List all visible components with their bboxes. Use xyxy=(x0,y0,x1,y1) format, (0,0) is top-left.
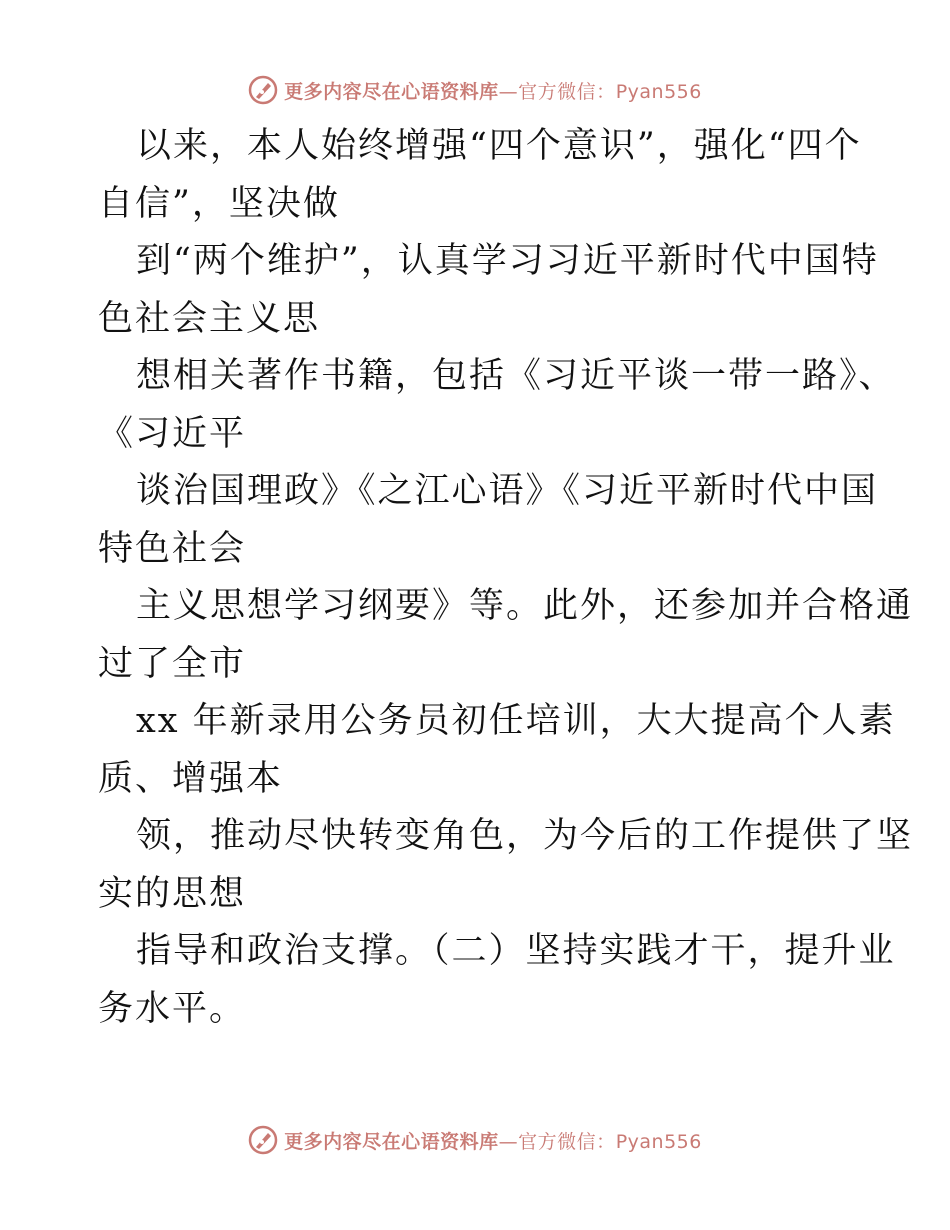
header-wechat-label: 官方微信： xyxy=(518,80,616,103)
header-brand-text: 更多内容尽在心语资料库 xyxy=(284,80,499,103)
body-line-4: 色社会主义思 xyxy=(98,298,321,339)
body-line-12: 质、增强本 xyxy=(98,758,284,799)
body-line-6: 《习近平 xyxy=(98,413,247,454)
footer-watermark xyxy=(0,1120,950,1160)
header-watermark xyxy=(0,70,950,110)
header-wechat-id: Pyan556 xyxy=(615,80,702,103)
footer-watermark-text xyxy=(284,1127,702,1154)
pen-nib-logo-icon xyxy=(248,75,278,105)
footer-brand-text: 更多内容尽在心语资料库 xyxy=(284,1130,499,1153)
body-line-8: 特色社会 xyxy=(98,528,247,569)
body-line-13: 领，推动尽快转变角色，为今后的工作提供了坚 xyxy=(136,816,914,856)
body-line-2: 自信”，坚决做 xyxy=(98,183,340,224)
body-line-9: 主义思想学习纲要》等。此外，还参加并合格通 xyxy=(136,586,914,626)
body-line-1: 以来，本人始终增强“四个意识”，强化“四个 xyxy=(136,126,862,166)
footer-dash: — xyxy=(498,1130,519,1153)
body-line-5: 想相关著作书籍，包括《习近平谈一带一路》、 xyxy=(136,356,896,396)
body-line-16: 务水平。 xyxy=(98,988,247,1029)
body-line-3: 到“两个维护”，认真学习习近平新时代中国特 xyxy=(136,241,879,281)
body-line-7: 谈治国理政》《之江心语》《习近平新时代中国 xyxy=(136,471,879,511)
document-body xyxy=(98,118,914,1038)
header-dash: — xyxy=(498,80,519,103)
footer-wechat-id: Pyan556 xyxy=(615,1130,702,1153)
body-line-10: 过了全市 xyxy=(98,643,247,684)
body-line-14: 实的思想 xyxy=(98,873,247,914)
body-line-11: xx 年新录用公务员初任培训，大大提高个人素 xyxy=(136,701,896,741)
pen-nib-logo-icon xyxy=(248,1125,278,1155)
body-line-15: 指导和政治支撑。（二）坚持实践才干，提升业 xyxy=(136,931,896,971)
header-watermark-text xyxy=(284,77,702,104)
footer-wechat-label: 官方微信： xyxy=(518,1130,616,1153)
